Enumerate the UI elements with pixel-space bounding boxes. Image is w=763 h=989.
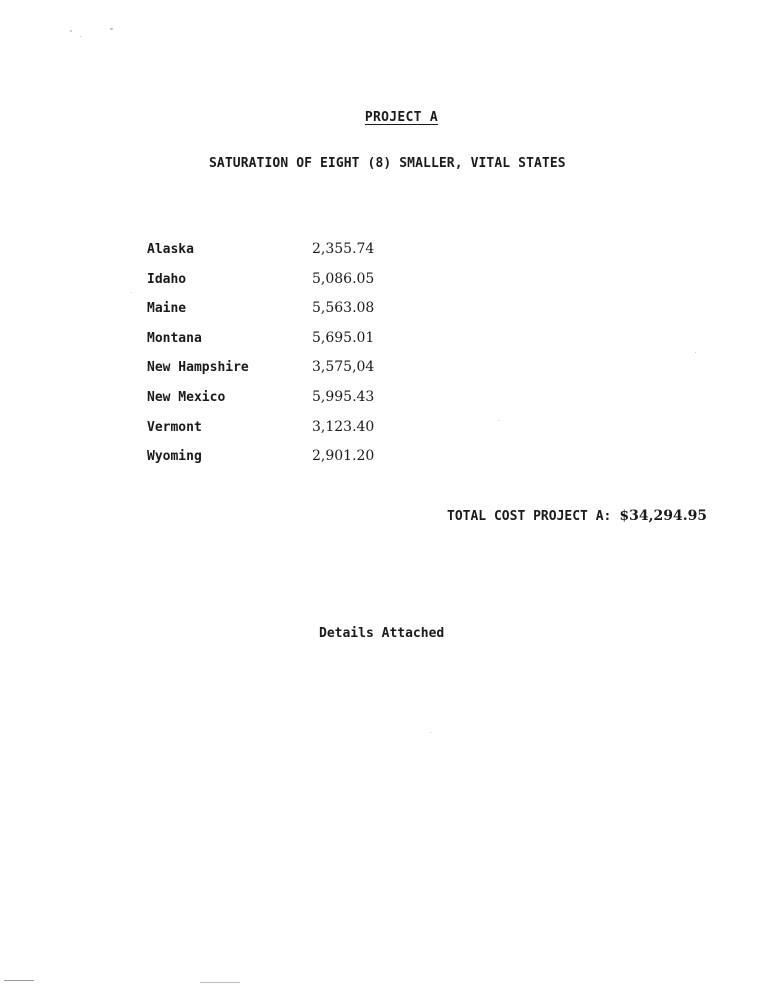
state-name: New Mexico (147, 389, 226, 405)
document-subtitle: SATURATION OF EIGHT (8) SMALLER, VITAL STATES (209, 156, 566, 171)
state-amount: 3,123.40 (312, 418, 375, 435)
state-name: Wyoming (147, 449, 202, 465)
state-name: New Hampshire (147, 360, 249, 376)
state-amount: 5,995.43 (312, 388, 375, 405)
state-name: Vermont (147, 419, 202, 435)
details-attached-note: Details Attached (319, 626, 445, 641)
state-amount: 2,901.20 (312, 448, 375, 465)
scan-speck (131, 292, 132, 293)
scan-speck (498, 420, 499, 421)
total-cost-amount: $34,294.95 (619, 508, 708, 524)
scan-speck (4, 980, 34, 981)
document-title (0, 110, 763, 125)
state-amount: 3,575,04 (312, 359, 375, 376)
scan-speck (70, 30, 72, 32)
state-name: Idaho (147, 271, 187, 287)
document-title-text: PROJECT A (364, 110, 439, 125)
scan-speck (110, 28, 113, 30)
state-amount: 2,355.74 (312, 241, 375, 257)
state-amount: 5,086.05 (312, 270, 375, 287)
state-name: Maine (147, 301, 187, 317)
scan-speck (695, 352, 696, 353)
state-name: Montana (147, 330, 202, 346)
total-cost-label: TOTAL COST PROJECT A: (447, 509, 612, 524)
state-amount: 5,563.08 (312, 300, 375, 317)
scan-speck (80, 36, 81, 37)
total-cost (447, 508, 707, 524)
state-name: Alaska (147, 242, 194, 257)
scan-speck (430, 732, 431, 733)
scan-speck (200, 982, 240, 983)
state-amount: 5,695.01 (312, 329, 375, 346)
